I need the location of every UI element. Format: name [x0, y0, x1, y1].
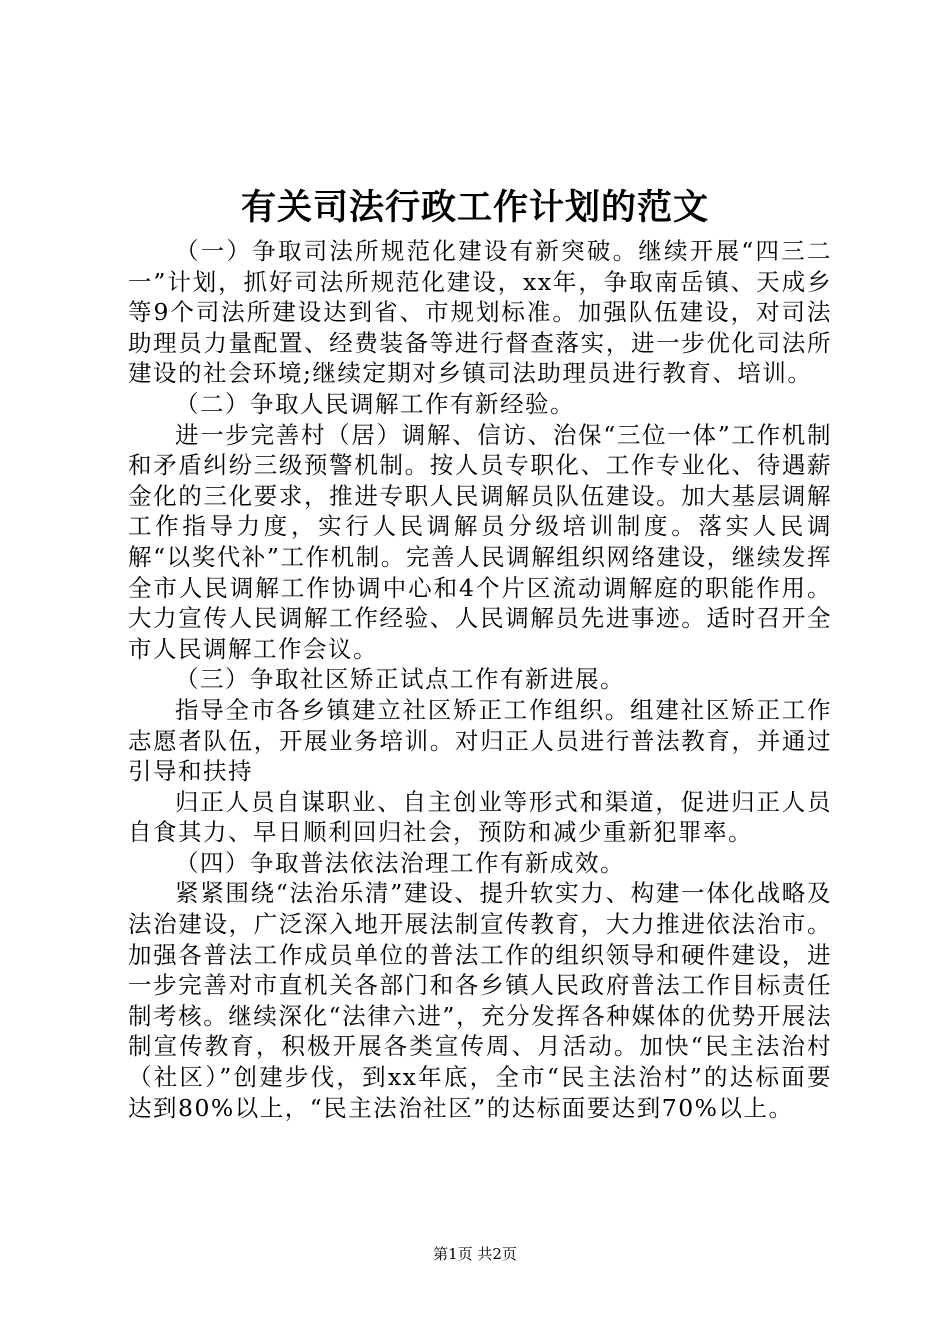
- paragraph-7: （四）争取普法依法治理工作有新成效。: [175, 848, 625, 877]
- paragraph-8: 紧紧围绕“法治乐清”建设、提升软实力、构建一体化战略及法治建设，广泛深入地开展法制宣传教育，大力推进依法治市。加强各普法工作成员单位的普法工作的组织领导和硬件建设，进一步完善对市直机关各部门和各乡镇人民政府普法工作目标责任制考核。继续深化“法律六进”，充分发挥各种媒体的优势开展法制宣传教育，积极开展各类宣传周、月活动。加快“民主法治村（社区）”创建步伐，到xx年底，全市“民主法治村”的达标面要达到80%以上，“民主法治社区”的达标面要达到70%以上。: [128, 879, 832, 1122]
- page-number-footer: 第1页 共2页: [433, 1245, 517, 1263]
- document-title: 有关司法行政工作计划的范文: [240, 187, 709, 228]
- paragraph-4: （三）争取社区矫正试点工作有新进展。: [175, 665, 625, 694]
- paragraph-5: 指导全市各乡镇建立社区矫正工作组织。组建社区矫正工作志愿者队伍，开展业务培训。对归正人员进行普法教育，并通过引导和扶持: [128, 695, 832, 786]
- paragraph-1: （一）争取司法所规范化建设有新突破。继续开展“四三二一”计划，抓好司法所规范化建设，xx年，争取南岳镇、天成乡等9个司法所建设达到省、市规划标准。加强队伍建设，对司法助理员力量配置、经费装备等进行督查落实，进一步优化司法所建设的社会环境;继续定期对乡镇司法助理员进行教育、培训。: [128, 237, 832, 388]
- paragraph-2: （二）争取人民调解工作有新经验。: [175, 389, 575, 418]
- paragraph-3: 进一步完善村（居）调解、信访、治保“三位一体”工作机制和矛盾纠纷三级预警机制。按人员专职化、工作专业化、待遇薪金化的三化要求，推进专职人民调解员队伍建设。加大基层调解工作指导力度，实行人民调解员分级培训制度。落实人民调解“以奖代补”工作机制。完善人民调解组织网络建设，继续发挥全市人民调解工作协调中心和4个片区流动调解庭的职能作用。大力宣传人民调解工作经验、人民调解员先进事迹。适时召开全市人民调解工作会议。: [128, 420, 832, 663]
- document-body: [128, 236, 832, 1123]
- paragraph-6: 归正人员自谋职业、自主创业等形式和渠道，促进归正人员自食其力、早日顺利回归社会，预防和减少重新犯罪率。: [128, 787, 832, 847]
